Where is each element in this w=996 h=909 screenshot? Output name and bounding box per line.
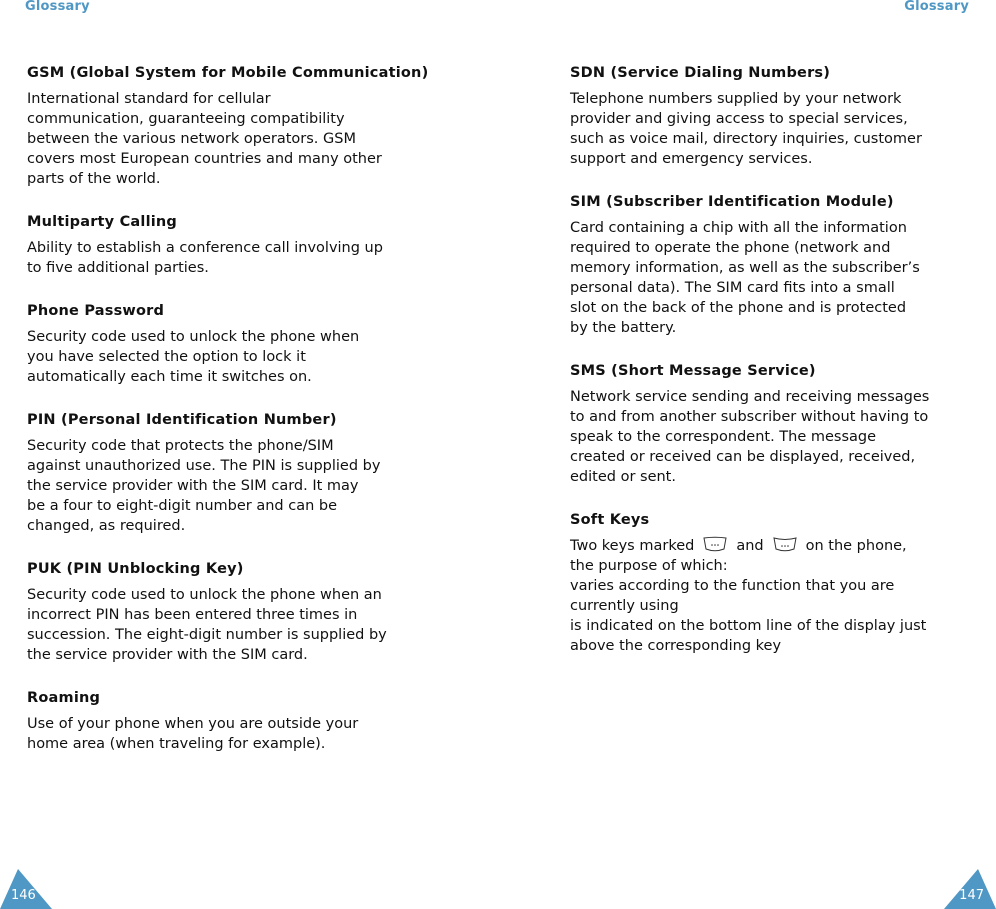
term-definition: [570, 89, 975, 169]
term-definition: [27, 89, 432, 189]
term-heading: Multiparty Calling: [27, 214, 178, 230]
definition-line: Use of your phone when you are outside your: [27, 716, 359, 732]
definition-line: the service provider with the SIM card.: [27, 647, 308, 663]
definition-line: parts of the world.: [27, 171, 161, 187]
definition-line: Telephone numbers supplied by your network: [570, 91, 902, 107]
term-definition: [27, 238, 432, 278]
definition-line: International standard for cellular: [27, 91, 271, 107]
definition-line: above the corresponding key: [570, 638, 782, 654]
term-heading: Soft Keys: [570, 512, 650, 528]
definition-line: succession. The eight-digit number is supplied by: [27, 627, 387, 643]
definition-line: Security code used to unlock the phone when: [27, 329, 360, 345]
glossary-entry-multiparty-calling: [27, 212, 432, 278]
glossary-entry-sms: [570, 361, 975, 487]
definition-line: by the battery.: [570, 320, 677, 336]
definition-line: be a four to eight-digit number and can be: [27, 498, 338, 514]
definition-line: slot on the back of the phone and is protected: [570, 300, 907, 316]
definition-line: home area (when traveling for example).: [27, 736, 326, 752]
definition-line: created or received can be displayed, received,: [570, 449, 916, 465]
definition-line: Network service sending and receiving messages: [570, 389, 930, 405]
term-definition: [570, 536, 975, 656]
glossary-entry-soft-keys: [570, 510, 975, 656]
soft-keys-text-after: on the phone,: [805, 538, 907, 554]
definition-line: varies according to the function that you are: [570, 578, 895, 594]
glossary-entry-roaming: [27, 688, 432, 754]
term-heading: PUK (PIN Unblocking Key): [27, 561, 244, 577]
glossary-entry-gsm: [27, 63, 432, 189]
left-page-tab: [0, 869, 52, 909]
left-glossary-column: [27, 63, 432, 777]
definition-line: is indicated on the bottom line of the display just: [570, 618, 927, 634]
term-definition: [570, 218, 975, 338]
definition-line: you have selected the option to lock it: [27, 349, 306, 365]
definition-line: the purpose of which:: [570, 558, 728, 574]
right-page-tab: [944, 869, 996, 909]
term-heading: SDN (Service Dialing Numbers): [570, 65, 831, 81]
definition-line: provider and giving access to special services,: [570, 111, 908, 127]
term-definition: [27, 327, 432, 387]
running-head-left: Glossary: [25, 0, 90, 14]
definition-line: edited or sent.: [570, 469, 676, 485]
definition-line: required to operate the phone (network and: [570, 240, 891, 256]
definition-line: memory information, as well as the subscriber’s: [570, 260, 920, 276]
definition-line: the service provider with the SIM card. It may: [27, 478, 359, 494]
definition-line: such as voice mail, directory inquiries, customer: [570, 131, 922, 147]
glossary-entry-pin: [27, 410, 432, 536]
right-soft-key-icon: [772, 536, 798, 554]
definition-line: personal data). The SIM card fits into a small: [570, 280, 895, 296]
page-number-right: 147: [959, 888, 984, 903]
definition-line: against unauthorized use. The PIN is supplied by: [27, 458, 381, 474]
definition-line: currently using: [570, 598, 679, 614]
definition-line: [570, 536, 975, 556]
definition-line: incorrect PIN has been entered three times in: [27, 607, 358, 623]
term-definition: [570, 387, 975, 487]
definition-line: covers most European countries and many other: [27, 151, 382, 167]
term-heading: PIN (Personal Identification Number): [27, 412, 337, 428]
definition-line: Ability to establish a conference call involving up: [27, 240, 383, 256]
glossary-entry-phone-password: [27, 301, 432, 387]
soft-keys-text-and: and: [736, 538, 764, 554]
term-heading: SMS (Short Message Service): [570, 363, 816, 379]
running-head-right: Glossary: [904, 0, 969, 14]
term-definition: [27, 585, 432, 665]
term-definition: [27, 714, 432, 754]
term-heading: Phone Password: [27, 303, 165, 319]
definition-line: to five additional parties.: [27, 260, 209, 276]
page-number-left: 146: [11, 888, 36, 903]
definition-line: Card containing a chip with all the information: [570, 220, 907, 236]
soft-keys-text-before: Two keys marked: [570, 538, 695, 554]
definition-line: speak to the correspondent. The message: [570, 429, 877, 445]
glossary-entry-puk: [27, 559, 432, 665]
glossary-entry-sdn: [570, 63, 975, 169]
left-soft-key-icon: [702, 536, 728, 554]
definition-line: communication, guaranteeing compatibility: [27, 111, 345, 127]
term-definition: [27, 436, 432, 536]
term-heading: Roaming: [27, 690, 101, 706]
definition-line: Security code used to unlock the phone when an: [27, 587, 382, 603]
definition-line: support and emergency services.: [570, 151, 813, 167]
definition-line: between the various network operators. GSM: [27, 131, 356, 147]
right-glossary-column: [570, 63, 975, 679]
definition-line: automatically each time it switches on.: [27, 369, 312, 385]
definition-line: Security code that protects the phone/SIM: [27, 438, 334, 454]
definition-line: changed, as required.: [27, 518, 186, 534]
term-heading: SIM (Subscriber Identification Module): [570, 194, 894, 210]
glossary-entry-sim: [570, 192, 975, 338]
term-heading: GSM (Global System for Mobile Communication): [27, 65, 429, 81]
definition-line: to and from another subscriber without having to: [570, 409, 929, 425]
